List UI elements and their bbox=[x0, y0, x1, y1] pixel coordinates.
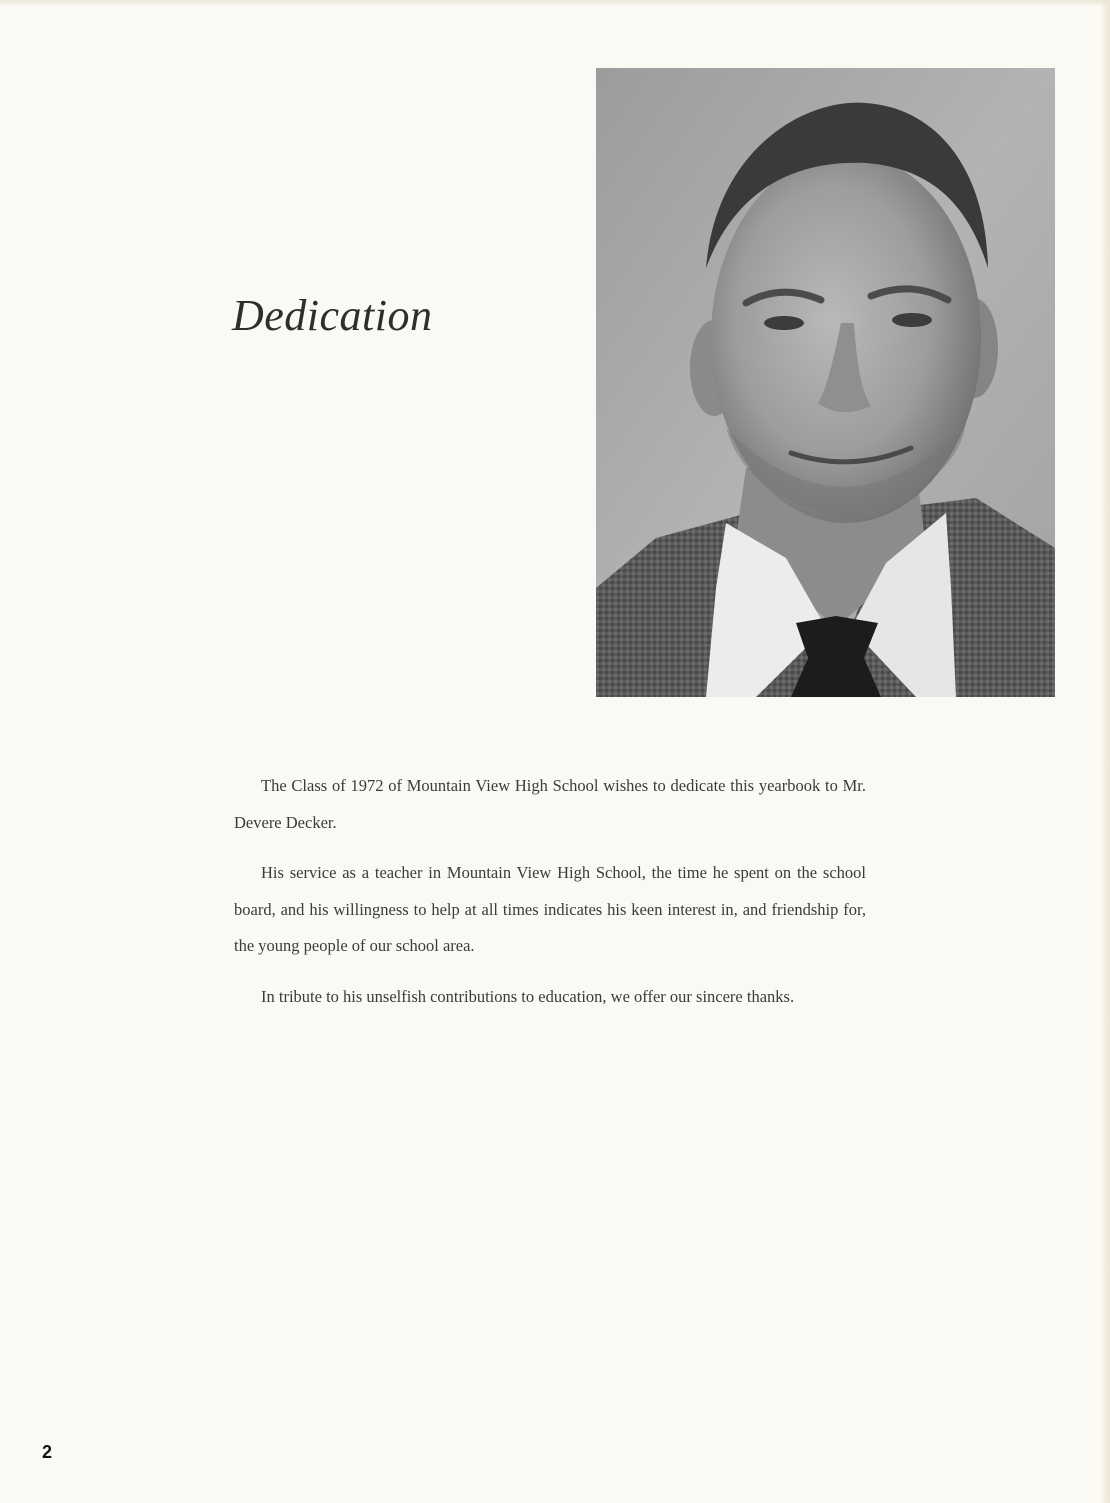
page-number: 2 bbox=[42, 1442, 53, 1462]
dedication-paragraph-3: In tribute to his unselfish contributions to education, we offer our sincere thanks. bbox=[261, 986, 795, 1006]
page-title: Dedication bbox=[232, 291, 433, 340]
dedication-paragraph-1: The Class of 1972 of Mountain View High School wishes to dedicate this yearbook to Mr. Devere Decker. bbox=[234, 776, 866, 832]
dedication-paragraph-2: His service as a teacher in Mountain View High School, the time he spent on the school board, and his willingness to help at all times indicates his keen interest in, and friendship for, the young people of our school area. bbox=[234, 863, 866, 955]
page-top-edge bbox=[0, 0, 1110, 6]
portrait-photo bbox=[596, 68, 1055, 697]
dedication-text bbox=[234, 768, 866, 1029]
portrait-illustration bbox=[596, 68, 1055, 697]
page-right-edge bbox=[1100, 0, 1110, 1503]
